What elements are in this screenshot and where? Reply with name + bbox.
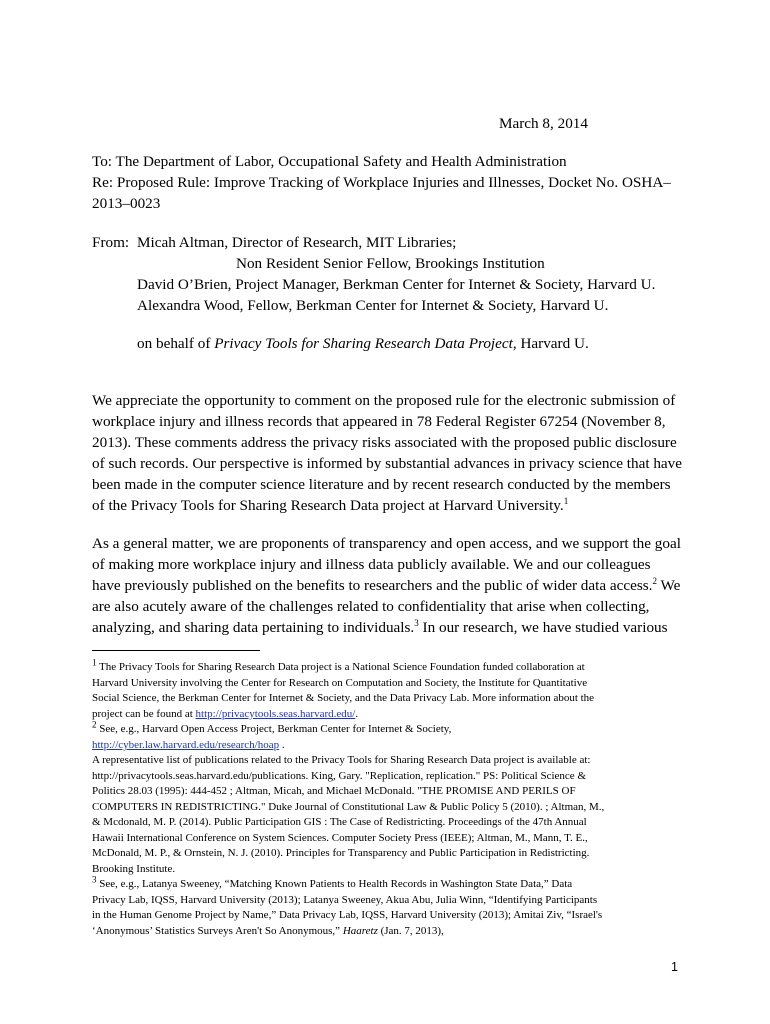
paragraph-1 <box>92 390 684 516</box>
from-author-2: David O’Brien, Project Manager, Berkman Center for Internet & Society, Harvard U. <box>137 276 656 293</box>
footnote-3 <box>92 874 573 893</box>
footnote-2-line: McDonald, M. P., & Ornstein, N. J. (2010). Principles for Transparency and Public Participation in Redistricting. <box>92 847 590 859</box>
on-behalf-line <box>137 334 589 354</box>
footnote-text: . <box>355 708 359 720</box>
paragraph-line-text: have previously published on the benefits to researchers and the public of wider data access. <box>92 577 653 594</box>
from-label: From: <box>92 234 130 251</box>
letter-date: March 8, 2014 <box>499 115 588 132</box>
paragraph-line-text: of the Privacy Tools for Sharing Research Data project at Harvard University. <box>92 497 564 514</box>
from-author-1-title: Non Resident Senior Fellow, Brookings Institution <box>236 255 545 272</box>
footnote-text: (Jan. 7, 2013), <box>377 925 444 937</box>
to-line: To: The Department of Labor, Occupational Safety and Health Administration <box>92 153 567 170</box>
paragraph-line: been made in the computer science literature and by recent research conducted by the members <box>92 476 671 493</box>
footnote-2-line: http://privacytools.seas.harvard.edu/publications. King, Gary. "Replication, replication." PS: Political Science & <box>92 770 586 782</box>
re-line-2: 2013–0023 <box>92 195 161 212</box>
paragraph-line-text: In our research, we have studied various <box>418 619 668 636</box>
footnote-3-line: in the Human Genome Project by Name,” Data Privacy Lab, IQSS, Harvard University (2013); Amitai Ziv, “Israel's <box>92 909 603 921</box>
paragraph-line: As a general matter, we are proponents of transparency and open access, and we support the goal <box>92 535 681 552</box>
footnote-3-line <box>92 924 444 940</box>
paragraph-line: workplace injury and illness records that appeared in 78 Federal Register 67254 (November 8, <box>92 413 666 430</box>
footnote-2-line: Brooking Institute. <box>92 863 176 875</box>
footnote-text: . <box>279 739 285 751</box>
footnote-3-line: Privacy Lab, IQSS, Harvard University (2013); Latanya Sweeney, Akua Abu, Julia Winn, “Identifying Participants <box>92 894 598 906</box>
footnote-ref-1[interactable]: 1 <box>563 495 569 506</box>
footnote-number: 3 <box>92 874 97 885</box>
footnote-divider <box>92 650 260 651</box>
paragraph-line <box>92 617 684 638</box>
footnote-ref-3[interactable]: 3 <box>414 617 419 628</box>
behalf-project: Privacy Tools for Sharing Research Data Project <box>214 335 513 352</box>
footnote-2-line: Hawaii International Conference on System Sciences. Computer Society Press (IEEE); Altman, M., Mann, T. E., <box>92 832 588 844</box>
paragraph-line: 2013). These comments address the privacy risks associated with the proposed public disclosure <box>92 434 677 451</box>
footnote-2-line: Politics 28.03 (1995): 444-452 ; Altman, Micah, and Michael McDonald. "THE PROMISE AND PERILS OF <box>92 785 576 797</box>
behalf-prefix: on behalf of <box>137 335 215 352</box>
footnote-publication: Haaretz <box>342 925 378 937</box>
paragraph-line: of such records. Our perspective is informed by substantial advances in privacy science that have <box>92 455 682 472</box>
paragraph-2 <box>92 533 684 638</box>
paragraph-line <box>92 495 684 516</box>
footnote-text: The Privacy Tools for Sharing Research Data project is a National Science Foundation funded collaboration at <box>96 661 585 673</box>
from-author-3: Alexandra Wood, Fellow, Berkman Center for Internet & Society, Harvard U. <box>137 297 609 314</box>
footnote-ref-2[interactable]: 2 <box>652 575 657 586</box>
paragraph-line: of making more workplace injury and illness data publicly available. We and our colleagues <box>92 556 651 573</box>
footnote-number: 1 <box>92 657 97 668</box>
footnote-2-line: COMPUTERS IN REDISTRICTING." Duke Journal of Constitutional Law & Public Policy 5 (2010). ; Altman, M., <box>92 801 605 813</box>
footnote-text: project can be found at <box>92 708 196 720</box>
footnote-2-line: A representative list of publications related to the Privacy Tools for Sharing Research Data project is available at: <box>92 754 591 766</box>
footnote-text: See, e.g., Latanya Sweeney, “Matching Known Patients to Health Records in Washington State Data,” Data <box>96 878 573 890</box>
paragraph-line <box>92 575 684 596</box>
footnote-1-line <box>92 707 358 723</box>
hoap-link[interactable]: http://cyber.law.harvard.edu/research/hoap <box>92 739 280 751</box>
re-line-1: Re: Proposed Rule: Improve Tracking of Workplace Injuries and Illnesses, Docket No. OSHA– <box>92 174 671 191</box>
footnote-1-line: Harvard University involving the Center for Research on Computation and Society, the Institute for Quantitative <box>92 677 588 689</box>
privacytools-link[interactable]: http://privacytools.seas.harvard.edu/ <box>195 708 356 720</box>
footnote-number: 2 <box>92 719 97 730</box>
paragraph-line-text: We <box>656 577 681 594</box>
footnote-2 <box>92 719 452 738</box>
footnote-2-line <box>92 738 285 754</box>
footnote-text: ‘Anonymous’ Statistics Surveys Aren't So Anonymous,” <box>92 925 343 937</box>
from-author-1: Micah Altman, Director of Research, MIT Libraries; <box>137 234 457 251</box>
page-number: 1 <box>671 960 678 974</box>
footnote-text: See, e.g., Harvard Open Access Project, Berkman Center for Internet & Society, <box>96 723 452 735</box>
footnote-1-line: Social Science, the Berkman Center for Internet & Society, and the Data Privacy Lab. More information about the <box>92 692 595 704</box>
footnote-1 <box>92 657 585 676</box>
behalf-suffix: , Harvard U. <box>512 335 589 352</box>
paragraph-line-text: analyzing, and sharing data pertaining to individuals. <box>92 619 415 636</box>
paragraph-line: We appreciate the opportunity to comment on the proposed rule for the electronic submission of <box>92 392 676 409</box>
footnote-2-line: & Mcdonald, M. P. (2014). Public Participation GIS : The Case of Redistricting. Proceedings of the 47th Annual <box>92 816 587 828</box>
paragraph-line: are also acutely aware of the challenges related to confidentiality that arise when collecting, <box>92 598 650 615</box>
